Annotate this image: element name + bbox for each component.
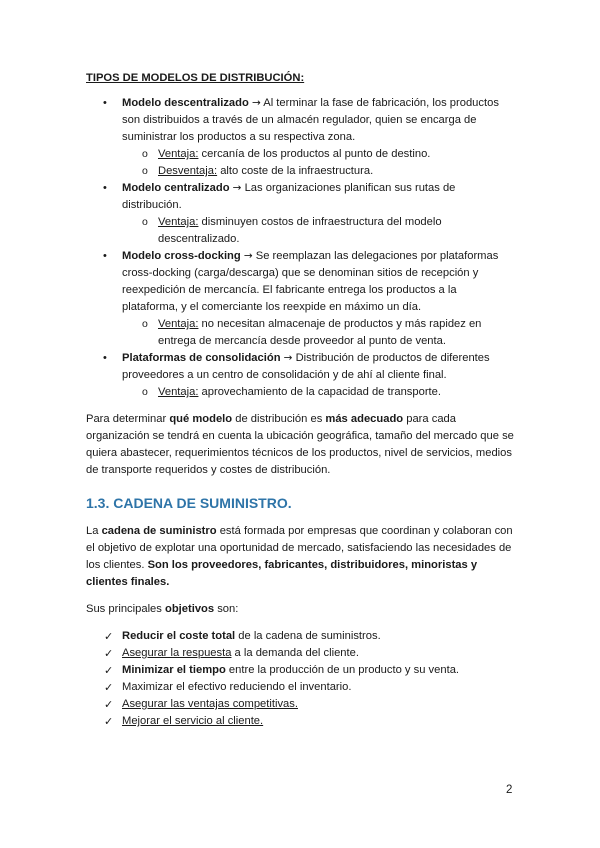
sub-list-item — [122, 163, 514, 180]
text-run: La — [86, 525, 102, 537]
sub-label: Ventaja: — [158, 386, 199, 398]
bullet-icon: • — [103, 250, 107, 262]
sub-text: aprovechamiento de la capacidad de transporte. — [198, 386, 441, 398]
arrow-right-icon: → — [232, 182, 242, 194]
list-item — [86, 696, 514, 713]
underlined-run: Asegurar las ventajas competitivas. — [122, 698, 298, 710]
arrow-right-icon: → — [283, 352, 293, 364]
sub-label: Ventaja: — [158, 318, 199, 330]
arrow-right-icon: → — [243, 250, 253, 262]
distribution-models-heading: TIPOS DE MODELOS DE DISTRIBUCIÓN: — [86, 72, 305, 84]
model-name: Modelo descentralizado — [122, 97, 249, 109]
checkmark-icon: ✓ — [104, 698, 114, 711]
model-name: Modelo centralizado — [122, 182, 230, 194]
list-item — [86, 679, 514, 696]
bold-run: objetivos — [164, 603, 215, 615]
checkmark-icon: ✓ — [104, 715, 114, 728]
sub-list-item — [122, 146, 514, 163]
page-content — [86, 70, 514, 730]
objectives-list — [86, 628, 514, 730]
arrow-right-icon: → — [251, 97, 261, 109]
model-description: Se reemplazan las delegaciones por plataformas cross-docking (carga/descarga) que se denominan sitios de recepción y reexpedición de mercancía. El fabricante entrega los productos a la plataforma, y el comerciante los reexpide en máximo un día. — [122, 250, 499, 313]
underlined-run: Mejorar el servicio al cliente. — [122, 715, 264, 727]
list-item — [86, 662, 514, 679]
supply-chain-paragraph — [86, 523, 514, 591]
sub-list — [122, 214, 514, 248]
sub-label: Ventaja: — [158, 148, 199, 160]
list-item — [86, 180, 514, 248]
sub-list — [122, 384, 514, 401]
distribution-models-list — [86, 95, 514, 401]
list-item — [86, 95, 514, 180]
circle-bullet-icon: o — [142, 216, 148, 228]
text-run: entre la producción de un producto y su venta. — [225, 664, 460, 676]
page-number: 2 — [506, 784, 513, 796]
bullet-icon: • — [103, 352, 107, 364]
section-title: 1.3. CADENA DE SUMINISTRO. — [86, 495, 292, 511]
text-run: está formada por empresas que coordinan y colaboran con el objetivo de explotar una oportunidad de mercado, satisfaciendo las necesidades de los clientes. — [86, 525, 513, 571]
circle-bullet-icon: o — [142, 165, 148, 177]
model-description: Distribución de productos de diferentes proveedores a un centro de consolidación y de ahí al cliente final. — [122, 352, 490, 381]
model-description: Las organizaciones planifican sus rutas de distribución. — [122, 182, 456, 211]
text-run: de la cadena de suministros. — [235, 630, 381, 642]
bold-run: Minimizar el tiempo — [122, 664, 226, 676]
sub-label: Desventaja: — [158, 165, 218, 177]
list-item — [86, 350, 514, 401]
checkmark-icon: ✓ — [104, 664, 114, 677]
underlined-run: Asegurar la respuesta — [122, 647, 232, 659]
sub-text: disminuyen costos de infraestructura del modelo descentralizado. — [158, 216, 442, 245]
text-run: Para determinar — [86, 413, 170, 425]
circle-bullet-icon: o — [142, 318, 148, 330]
bold-run: Son los proveedores, fabricantes, distribuidores, minoristas y clientes finales. — [86, 559, 478, 588]
sub-text: no necesitan almacenaje de productos y más rapidez en entrega de mercancía desde proveedor al punto de venta. — [158, 318, 482, 347]
model-name: Modelo cross-docking — [122, 250, 241, 262]
text-run: para cada organización se tendrá en cuenta la ubicación geográfica, tamaño del mercado que se quiera abastecer, requerimientos técnicos de los productos, nivel de servicios, medios de transporte requeridos y costes de distribución. — [86, 413, 514, 476]
circle-bullet-icon: o — [142, 386, 148, 398]
text-run: Maximizar el efectivo reduciendo el inventario. — [122, 681, 352, 693]
bold-run: más adecuado — [325, 413, 404, 425]
bold-run: qué modelo — [169, 413, 233, 425]
list-item — [86, 645, 514, 662]
bullet-icon: • — [103, 97, 107, 109]
sub-list — [122, 146, 514, 180]
list-item — [86, 628, 514, 645]
sub-label: Ventaja: — [158, 216, 199, 228]
bold-run: Reducir el coste total — [122, 630, 236, 642]
sub-list-item — [122, 384, 514, 401]
checkmark-icon: ✓ — [104, 647, 114, 660]
checkmark-icon: ✓ — [104, 630, 114, 643]
text-run: de distribución es — [232, 413, 326, 425]
sub-text: cercanía de los productos al punto de destino. — [198, 148, 431, 160]
circle-bullet-icon: o — [142, 148, 148, 160]
sub-list-item — [122, 214, 514, 248]
checkmark-icon: ✓ — [104, 681, 114, 694]
text-run: son: — [214, 603, 239, 615]
list-item — [86, 713, 514, 730]
sub-text: alto coste de la infraestructura. — [217, 165, 374, 177]
sub-list — [122, 316, 514, 350]
text-run: Sus principales — [86, 603, 165, 615]
model-description: Al terminar la fase de fabricación, los productos son distribuidos a través de un almacén regulador, quien se encarga de suministrar los productos a su respectiva zona. — [122, 97, 499, 143]
model-selection-paragraph — [86, 411, 514, 479]
model-name: Plataformas de consolidación — [122, 352, 281, 364]
bullet-icon: • — [103, 182, 107, 194]
sub-list-item — [122, 316, 514, 350]
text-run: a la demanda del cliente. — [231, 647, 359, 659]
list-item — [86, 248, 514, 350]
objectives-intro — [86, 601, 514, 618]
bold-run: cadena de suministro — [101, 525, 217, 537]
